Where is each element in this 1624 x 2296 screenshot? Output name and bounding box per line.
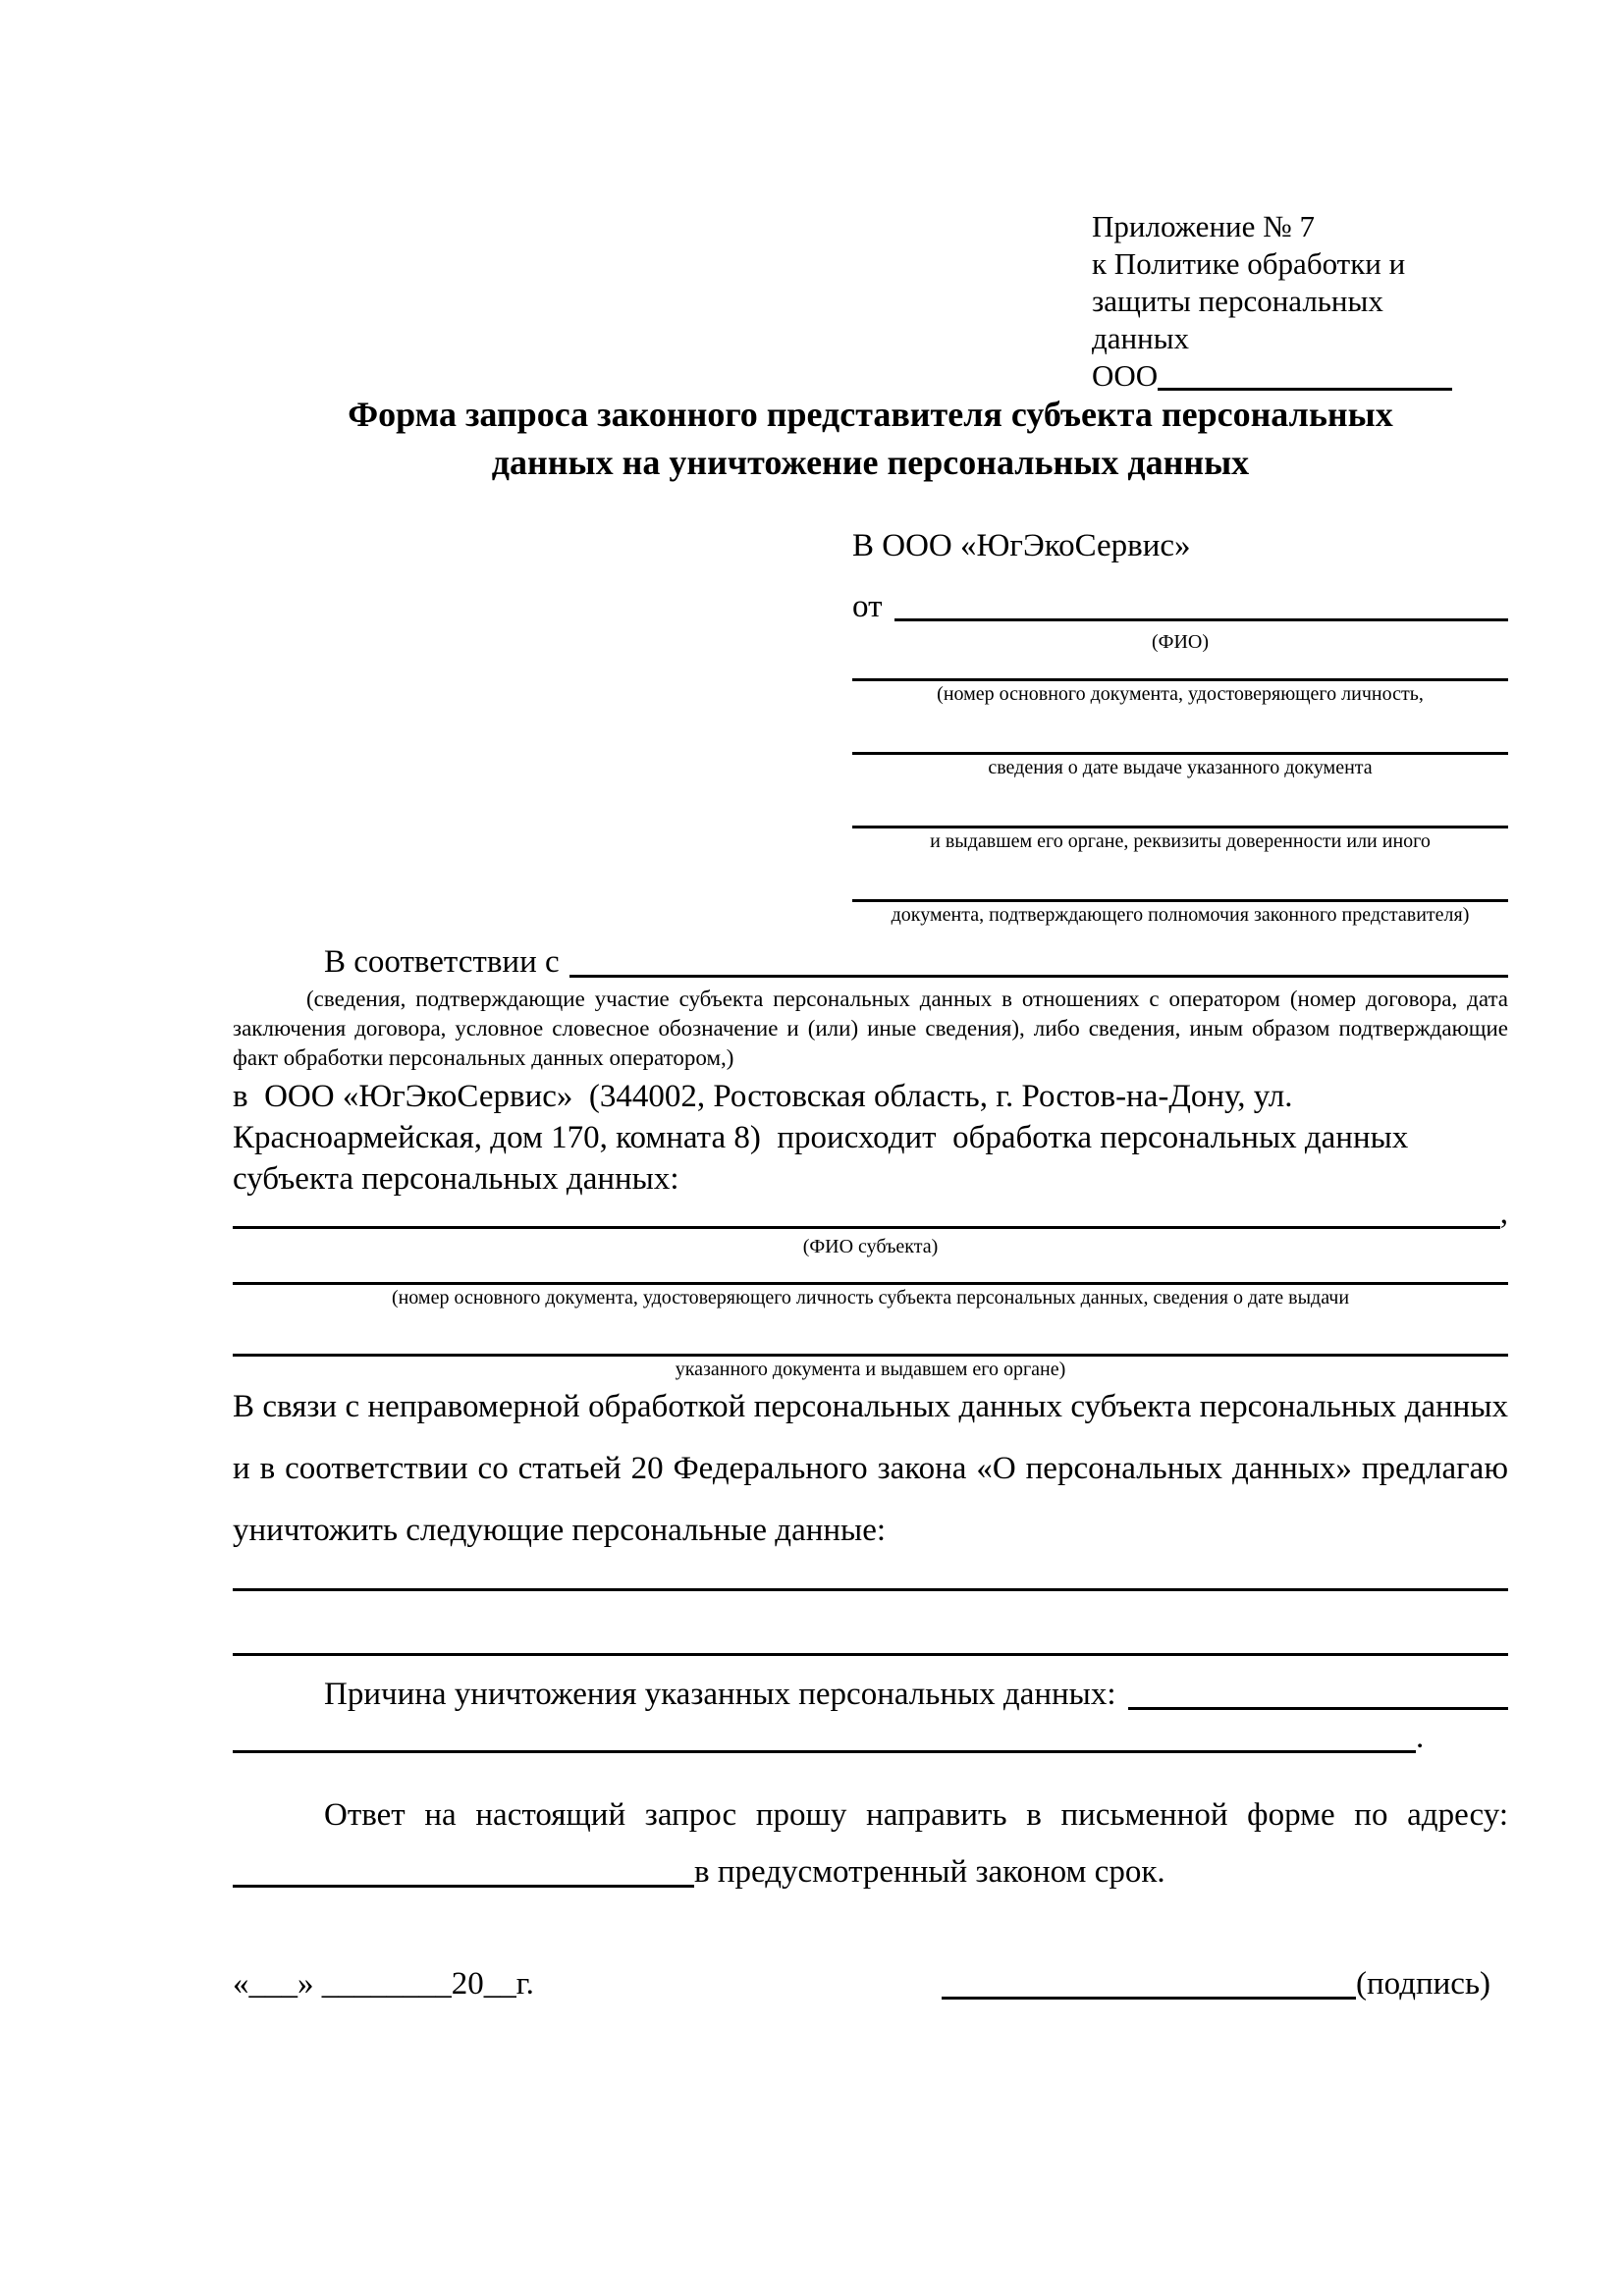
operator-paragraph-line-2: Красноармейская, дом 170, комната 8) происходит обработка персональных данных bbox=[233, 1120, 1409, 1155]
annex-line-2: к Политике обработки и bbox=[1092, 246, 1406, 281]
subject-fio-caption: (ФИО субъекта) bbox=[802, 1236, 939, 1257]
id-doc-caption-1: (номер основного документа, удостоверяющего личность, bbox=[937, 683, 1424, 705]
annex-line-1: Приложение № 7 bbox=[1092, 209, 1315, 243]
id-doc-input-line-1[interactable] bbox=[852, 655, 1508, 681]
from-label: от bbox=[852, 589, 883, 624]
response-address-input-line[interactable] bbox=[233, 1885, 694, 1888]
reason-continuation-row bbox=[233, 1718, 1508, 1758]
subject-doc-input-line-2[interactable] bbox=[233, 1331, 1508, 1357]
addressee-to: В ООО «ЮгЭкоСервис» bbox=[852, 528, 1191, 563]
addressee-block bbox=[852, 526, 1508, 928]
subject-comma: , bbox=[1499, 1196, 1508, 1231]
representative-fio-input-line[interactable] bbox=[894, 618, 1509, 621]
id-doc-caption-3: и выдавшем его органе, реквизиты доверенности или иного bbox=[930, 830, 1431, 852]
operator-paragraph bbox=[233, 1076, 1508, 1200]
request-paragraph bbox=[233, 1376, 1508, 1562]
id-doc-input-line-3[interactable] bbox=[852, 802, 1508, 828]
response-paragraph: Ответ на настоящий запрос прошу направить в письменной форме по адресу: bbox=[324, 1797, 1508, 1833]
operator-paragraph-line-1: в ООО «ЮгЭкоСервис» (344002, Ростовская область, г. Ростов-на-Дону, ул. bbox=[233, 1079, 1293, 1114]
id-doc-input-line-2[interactable] bbox=[852, 728, 1508, 755]
response-suffix: в предусмотренный законом срок. bbox=[694, 1854, 1165, 1890]
reason-label: Причина уничтожения указанных персональных данных: bbox=[324, 1677, 1116, 1712]
id-doc-caption-2: сведения о дате выдаче указанного документа bbox=[988, 757, 1373, 778]
request-paragraph-line-1: В связи с неправомерной обработкой персональных данных субъекта персональных данных bbox=[233, 1389, 1508, 1424]
response-address-row bbox=[233, 1851, 1508, 1893]
legal-note: (сведения, подтверждающие участие субъекта персональных данных в отношениях с оператором (номер договора, дата заключения договора, условное словесное обозначение и (или) иные сведения), либо сведения, иным образом подтверждающие факт обработки персональных данных оператором,) bbox=[233, 987, 1508, 1070]
subject-doc-caption-1: (номер основного документа, удостоверяющего личность субъекта персональных данных, сведения о дате выдачи bbox=[391, 1287, 1350, 1308]
form-title bbox=[233, 391, 1508, 487]
signature-caption: (подпись) bbox=[1356, 1966, 1490, 2002]
date-field[interactable]: «___» ________20__г. bbox=[233, 1966, 534, 2002]
reason-input-line[interactable] bbox=[1128, 1707, 1508, 1710]
annex-block bbox=[1092, 208, 1485, 395]
reason-period: . bbox=[1416, 1720, 1425, 1755]
footer-row bbox=[233, 1963, 1508, 2004]
accordance-row bbox=[233, 942, 1508, 983]
accordance-input-line[interactable] bbox=[569, 975, 1508, 978]
id-doc-caption-4: документа, подтверждающего полномочия законного представителя) bbox=[891, 904, 1470, 926]
subject-doc-caption-2: указанного документа и выдавшем его органе) bbox=[675, 1359, 1066, 1380]
form-title-line-1: Форма запроса законного представителя субъекта персональных bbox=[348, 395, 1393, 434]
subject-fio-input-line[interactable] bbox=[233, 1226, 1500, 1229]
subject-block bbox=[233, 1194, 1508, 1382]
reason-continuation-input-line[interactable] bbox=[233, 1750, 1416, 1753]
data-to-destroy-input-line-1[interactable] bbox=[233, 1565, 1508, 1591]
org-name-input-line[interactable] bbox=[1158, 357, 1452, 391]
request-paragraph-line-3: уничтожить следующие персональные данные: bbox=[233, 1513, 887, 1548]
signature-input-line[interactable] bbox=[942, 1997, 1356, 2000]
reason-row bbox=[233, 1675, 1508, 1715]
operator-paragraph-line-3: субъекта персональных данных: bbox=[233, 1161, 679, 1197]
data-to-destroy-input-line-2[interactable] bbox=[233, 1629, 1508, 1656]
id-doc-input-line-4[interactable] bbox=[852, 876, 1508, 902]
fio-caption: (ФИО) bbox=[1151, 631, 1209, 653]
request-paragraph-line-2: и в соответствии со статьей 20 Федерального закона «О персональных данных» предлагаю bbox=[233, 1451, 1508, 1486]
form-title-line-2: данных на уничтожение персональных данных bbox=[491, 443, 1250, 482]
subject-doc-input-line-1[interactable] bbox=[233, 1259, 1508, 1285]
annex-line-3: защиты персональных данных bbox=[1092, 284, 1383, 355]
org-prefix: ООО bbox=[1092, 358, 1159, 393]
accordance-label: В соответствии с bbox=[324, 944, 560, 980]
